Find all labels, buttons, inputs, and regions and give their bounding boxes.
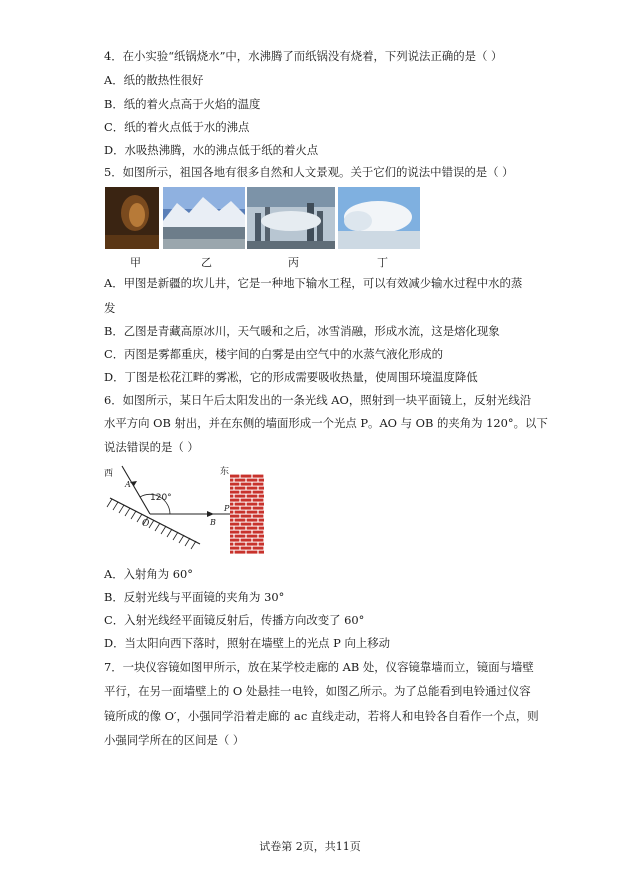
point-o-label: O [142,519,150,529]
mirror-line [110,498,200,544]
chongqing-fog-photo [247,187,335,249]
caption-jia: 甲 [130,256,141,269]
q4-option-d: D．水吸热沸腾，水的沸点低于纸的着火点 [104,143,319,157]
q7-stem-line2: 平行，在另一面墙壁上的 O 处悬挂一电铃，如图乙所示。为了总能看到电铃通过仪容 [104,684,531,698]
point-b-label: B [210,518,216,527]
brick-wall [230,474,264,554]
reflection-diagram [102,462,272,554]
west-label: 西 [104,469,114,479]
caption-yi: 乙 [201,256,212,269]
caption-ding: 丁 [377,256,388,269]
point-a-label: A [125,480,131,489]
angle-label: 120° [150,493,172,503]
east-label: 东 [220,467,230,477]
q6-option-b: B．反射光线与平面镜的夹角为 30° [104,590,285,604]
q4-option-b: B．纸的着火点高于火焰的温度 [104,97,261,111]
rime-photo [338,187,420,249]
q6-stem-line2: 水平方向 OB 射出，并在东侧的墙面形成一个光点 P。AO 与 OB 的夹角为 120°。以下 [104,416,548,430]
q5-option-c: C．丙图是雾都重庆，楼宇间的白雾是由空气中的水蒸气液化形成的 [104,347,444,361]
q6-option-c: C．入射光线经平面镜反射后，传播方向改变了 60° [104,613,365,627]
q6-stem-line1: 6．如图所示，某日午后太阳发出的一条光线 AO，照射到一块平面镜上，反射光线沿 [104,393,532,407]
q7-stem-line1: 7．一块仪容镜如图甲所示，放在某学校走廊的 AB 处，仪容镜靠墙而立，镜面与墙壁 [104,660,534,674]
q6-stem-line3: 说法错误的是（ ） [104,440,199,454]
q7-stem-line3: 镜所成的像 O′，小强同学沿着走廊的 ac 直线走动，若将人和电铃各自看作一个点，则 [104,709,539,723]
point-p-label: P [224,504,230,513]
q4-stem: 4．在小实验“纸锅烧水”中，水沸腾了而纸锅没有烧着，下列说法正确的是（ ） [104,49,503,63]
q5-option-a-cont: 发 [104,301,116,315]
q4-option-a: A．纸的散热性很好 [104,73,204,87]
q7-stem-line4: 小强同学所在的区间是（ ） [104,733,245,747]
glacier-photo [163,187,245,249]
q4-option-c: C．纸的着火点低于水的沸点 [104,120,250,134]
q6-option-a: A．入射角为 60° [104,567,193,581]
karez-photo [105,187,159,249]
q6-option-d: D．当太阳向西下落时，照射在墙壁上的光点 P 向上移动 [104,636,391,650]
q5-option-d: D．丁图是松花江畔的雾凇，它的形成需要吸收热量，使周围环境温度降低 [104,370,478,384]
q5-option-b: B．乙图是青藏高原冰川，天气暖和之后，冰雪消融，形成水流，这是熔化现象 [104,324,500,338]
caption-bing: 丙 [288,256,299,269]
q5-stem: 5．如图所示，祖国各地有很多自然和人文景观。关于它们的说法中错误的是（ ） [104,165,514,179]
page-footer: 试卷第 2页，共11页 [259,840,361,853]
q5-option-a: A．甲图是新疆的坎儿井，它是一种地下输水工程，可以有效减少输水过程中水的蒸 [104,276,523,290]
